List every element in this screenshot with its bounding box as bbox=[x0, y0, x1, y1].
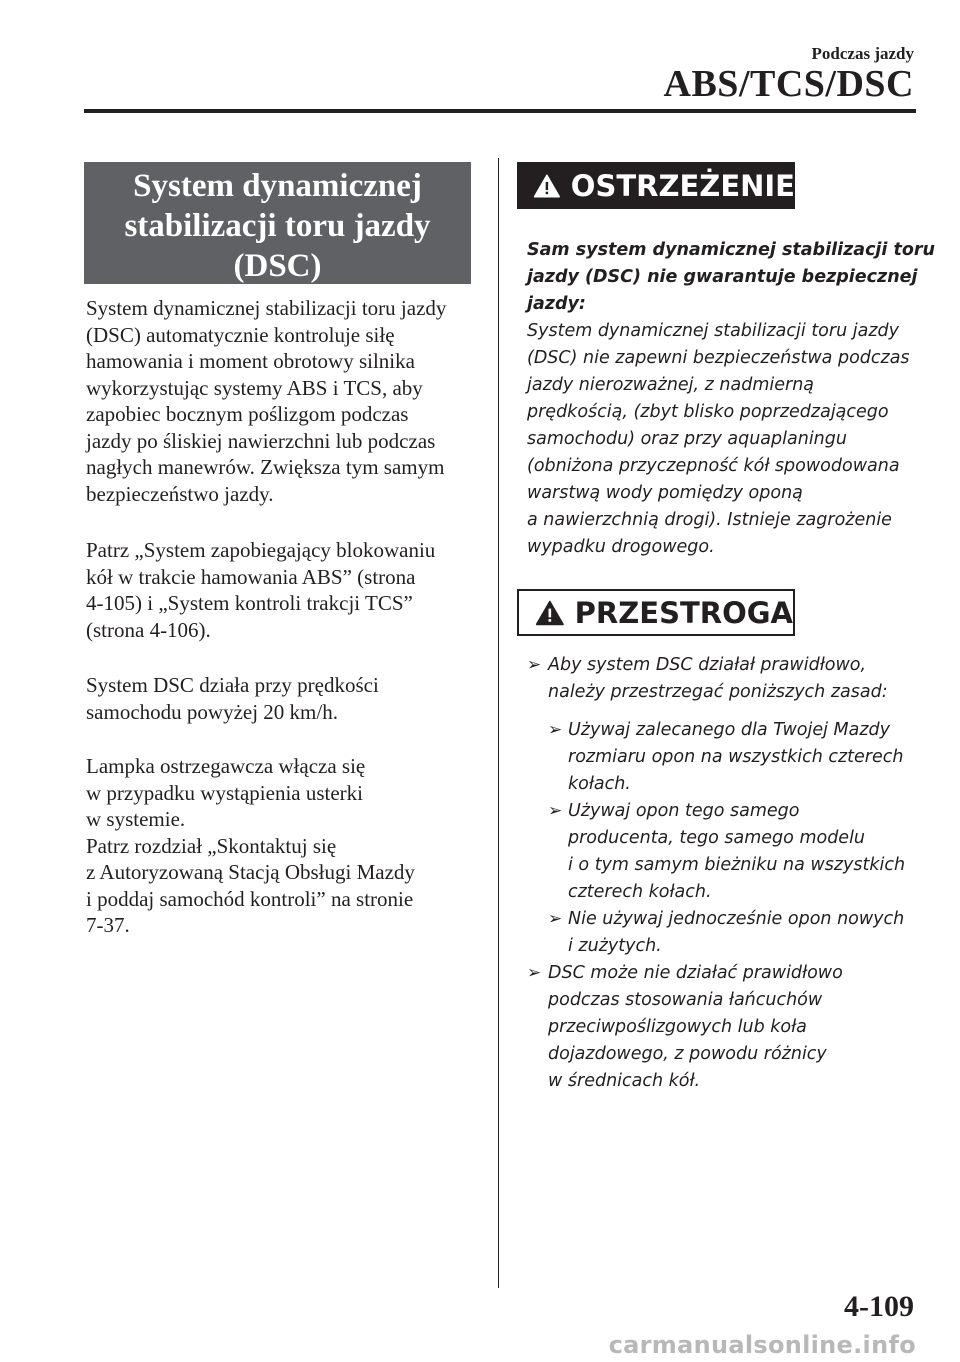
running-header-section: Podczas jazdy bbox=[811, 44, 914, 63]
caution-line: Nie używaj jednocześnie opon nowych bbox=[568, 909, 905, 929]
caution-subitem-1 bbox=[548, 717, 903, 798]
header-rule bbox=[84, 109, 916, 113]
text-line: 7-37. bbox=[86, 913, 130, 937]
caution-subitem-3 bbox=[548, 906, 904, 960]
text-line: nagłych manewrów. Zwiększa tym samym bbox=[86, 455, 445, 479]
warning-body-line: (obniżona przyczepność kół spowodowana bbox=[527, 456, 900, 476]
arrow-bullet-icon: ➢ bbox=[548, 909, 563, 929]
section-title-line: stabilizacji toru jazdy bbox=[124, 208, 431, 244]
warning-label: OSTRZEŻENIE bbox=[570, 168, 795, 203]
caution-label: PRZESTROGA bbox=[574, 595, 793, 630]
warning-body-line: warstwą wody pomiędzy oponą bbox=[527, 483, 803, 503]
warning-body-line: a nawierzchnią drogi). Istnieje zagrożenie bbox=[527, 510, 892, 530]
text-line: wykorzystując systemy ABS i TCS, aby bbox=[86, 375, 423, 400]
page-number: 4-109 bbox=[844, 1290, 914, 1323]
caution-line: w średnicach kół. bbox=[548, 1071, 701, 1091]
text-line: jazdy po śliskiej nawierzchni lub podczas bbox=[86, 428, 436, 453]
caution-line: czterech kołach. bbox=[568, 882, 712, 902]
caution-line: podczas stosowania łańcuchów bbox=[548, 990, 823, 1010]
text-line: Patrz „System zapobiegający blokowaniu bbox=[86, 538, 436, 562]
column-divider bbox=[498, 158, 499, 1288]
caution-line: rozmiaru opon na wszystkich czterech bbox=[568, 747, 904, 767]
body-paragraph-warning-lamp bbox=[86, 753, 476, 939]
caution-item-1 bbox=[527, 652, 888, 706]
warning-body-line: System dynamicznej stabilizacji toru jazdy bbox=[527, 321, 899, 341]
warning-heading-line: jazdy: bbox=[527, 294, 586, 314]
text-line: samochodu powyżej 20 km/h. bbox=[86, 699, 338, 724]
text-line: System DSC działa przy prędkości bbox=[86, 673, 379, 697]
caution-line: Używaj opon tego samego bbox=[568, 801, 800, 821]
caution-subitem-2 bbox=[548, 798, 905, 906]
caution-line: przeciwpoślizgowych lub koła bbox=[548, 1017, 807, 1037]
body-paragraph-intro bbox=[86, 295, 476, 507]
watermark: carmanualsonline.info bbox=[608, 1331, 916, 1359]
caution-item-2 bbox=[527, 960, 843, 1095]
warning-badge bbox=[517, 162, 795, 209]
text-line: bezpieczeństwo jazdy. bbox=[86, 481, 274, 506]
text-line: i poddaj samochód kontroli” na stronie bbox=[86, 886, 414, 911]
warning-body-line: (DSC) nie zapewni bezpieczeństwa podczas bbox=[527, 348, 910, 368]
warning-heading-line: Sam system dynamicznej stabilizacji toru bbox=[527, 240, 936, 260]
warning-body-line: prędkością, (zbyt blisko poprzedzającego bbox=[527, 402, 889, 422]
body-paragraph-reference bbox=[86, 537, 476, 643]
body-paragraph-speed bbox=[86, 672, 476, 725]
running-header-chapter: ABS/TCS/DSC bbox=[663, 63, 914, 105]
arrow-bullet-icon: ➢ bbox=[548, 720, 563, 740]
warning-heading-line: jazdy (DSC) nie gwarantuje bezpiecznej bbox=[527, 267, 918, 287]
caution-line: i zużytych. bbox=[568, 936, 662, 956]
warning-text bbox=[527, 237, 936, 561]
text-line: Lampka ostrzegawcza włącza się bbox=[86, 754, 366, 778]
text-line: System dynamicznej stabilizacji toru jazdy bbox=[86, 296, 447, 320]
text-line: w przypadku wystąpienia usterki bbox=[86, 780, 364, 805]
warning-body-line: samochodu) oraz przy aquaplaningu bbox=[527, 429, 847, 449]
caution-line: producenta, tego samego modelu bbox=[568, 828, 866, 848]
warning-body-line: jazdy nierozważnej, z nadmierną bbox=[527, 375, 815, 395]
text-line: Patrz rozdział „Skontaktuj się bbox=[86, 833, 337, 858]
section-title-line: (DSC) bbox=[233, 248, 322, 284]
caution-line: i o tym samym bieżniku na wszystkich bbox=[568, 855, 906, 875]
text-line: z Autoryzowaną Stacją Obsługi Mazdy bbox=[86, 860, 415, 884]
text-line: kół w trakcie hamowania ABS” (strona bbox=[86, 564, 416, 589]
text-line: (strona 4-106). bbox=[86, 617, 211, 642]
text-line: w systemie. bbox=[86, 807, 186, 831]
warning-triangle-icon bbox=[533, 171, 561, 201]
text-line: 4-105) i „System kontroli trakcji TCS” bbox=[86, 591, 413, 615]
warning-body-line: wypadku drogowego. bbox=[527, 537, 715, 557]
caution-line: Używaj zalecanego dla Twojej Mazdy bbox=[568, 720, 890, 740]
text-line: hamowania i moment obrotowy silnika bbox=[86, 349, 415, 373]
caution-line: Aby system DSC działał prawidłowo, bbox=[548, 655, 867, 675]
arrow-bullet-icon: ➢ bbox=[527, 963, 542, 983]
text-line: (DSC) automatycznie kontroluje siłę bbox=[86, 322, 395, 347]
caution-line: należy przestrzegać poniższych zasad: bbox=[548, 682, 888, 702]
arrow-bullet-icon: ➢ bbox=[548, 801, 563, 821]
section-title-line: System dynamicznej bbox=[133, 168, 422, 204]
text-line: zapobiec bocznym poślizgom podczas bbox=[86, 402, 409, 426]
caution-line: DSC może nie działać prawidłowo bbox=[548, 963, 843, 983]
caution-line: dojazdowego, z powodu różnicy bbox=[548, 1044, 827, 1064]
section-title-box bbox=[84, 162, 471, 284]
arrow-bullet-icon: ➢ bbox=[527, 655, 542, 675]
caution-line: kołach. bbox=[568, 774, 631, 794]
warning-triangle-icon bbox=[535, 598, 565, 628]
caution-badge bbox=[517, 589, 795, 636]
